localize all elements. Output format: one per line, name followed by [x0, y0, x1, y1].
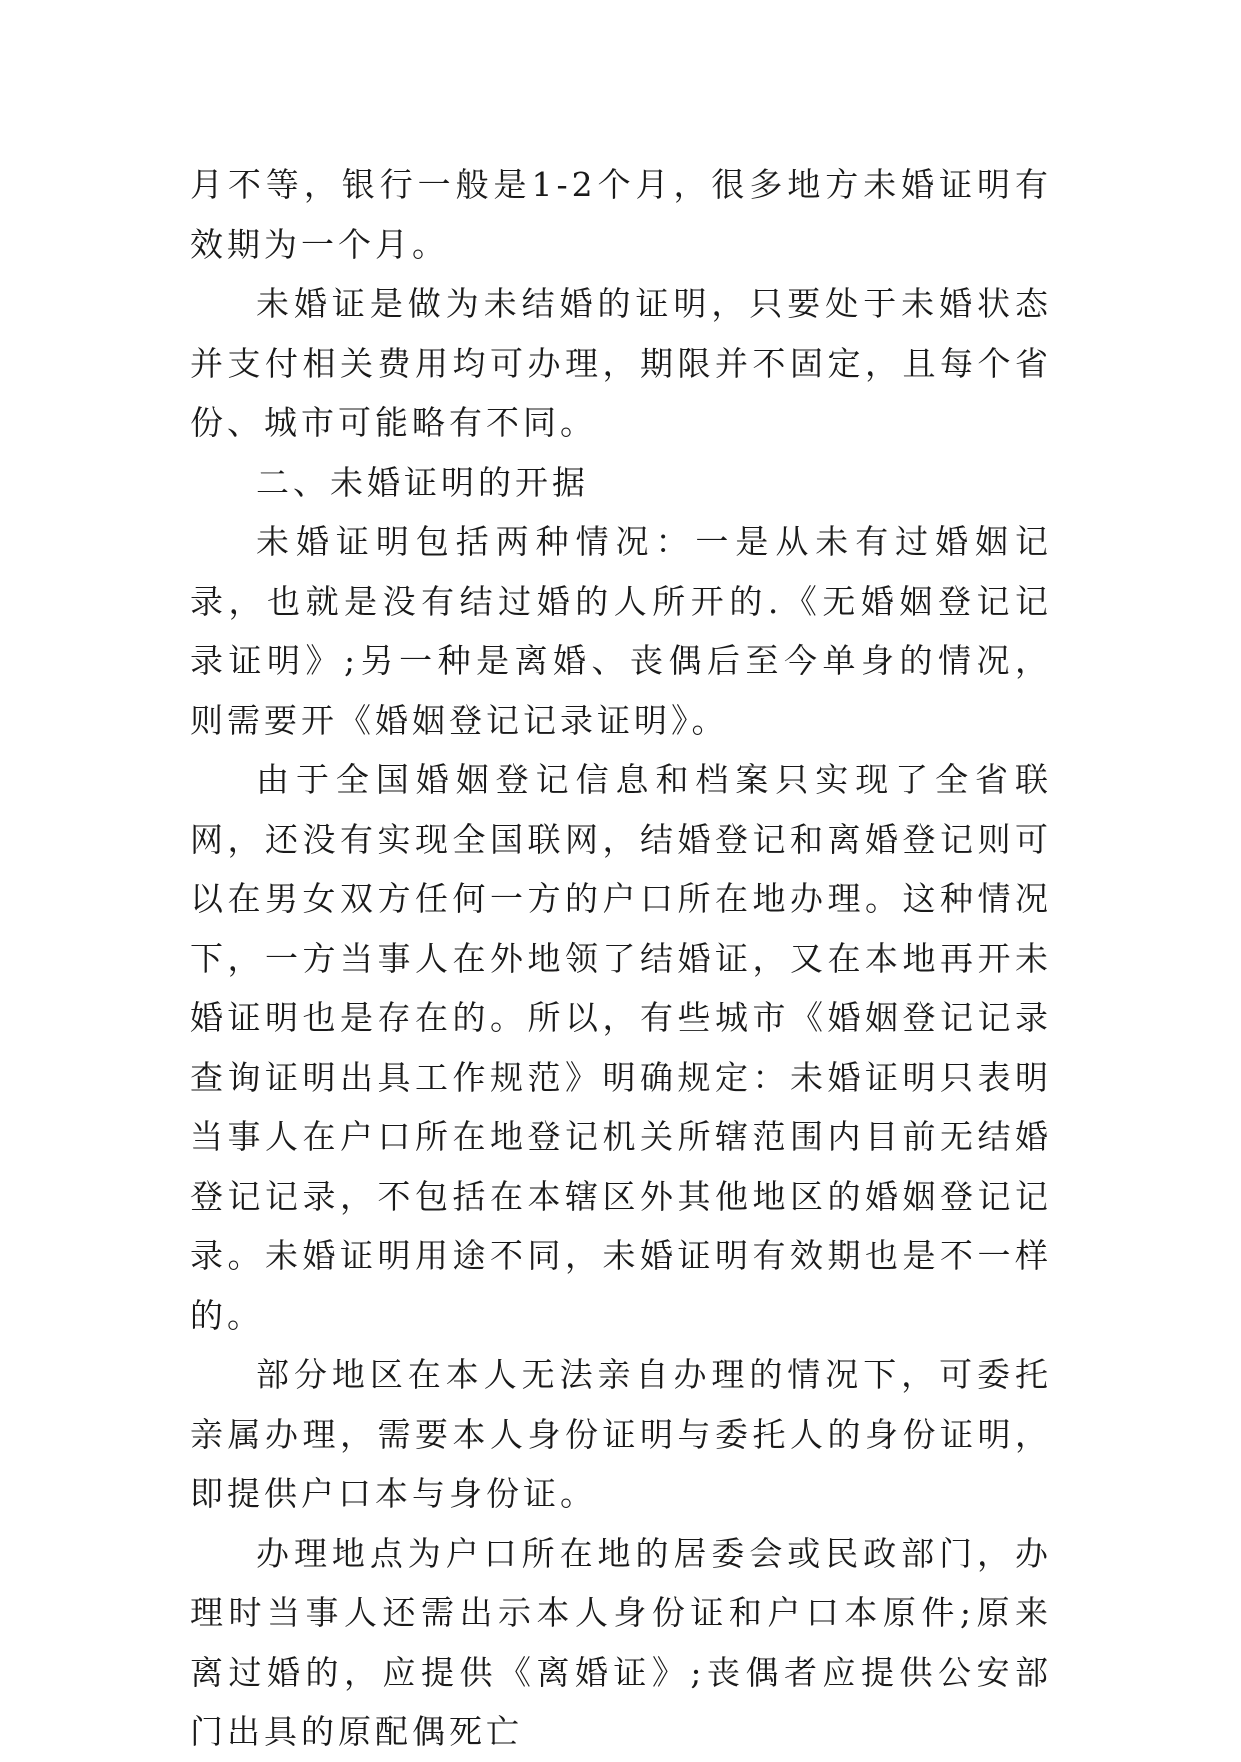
paragraph-validity-continuation: 月不等，银行一般是1-2个月，很多地方未婚证明有效期为一个月。: [190, 165, 1052, 264]
paragraph-registration-network: 由于全国婚姻登记信息和档案只实现了全省联网，还没有实现全国联网，结婚登记和离婚登记则可以在男女双方任何一方的户口所在地办理。这种情况下，一方当事人在外地领了结婚证，又在本地再开未婚证明也是存在的。所以，有些城市《婚姻登记记录查询证明出具工作规范》明确规定：未婚证明只表明当事人在户口所在地登记机关所辖范围内目前无结婚登记记录，不包括在本辖区外其他地区的婚姻登记记录。未婚证明用途不同，未婚证明有效期也是不一样的。: [190, 760, 1052, 1335]
paragraph-entrusted-relatives: 部分地区在本人无法亲自办理的情况下，可委托亲属办理，需要本人身份证明与委托人的身份证明，即提供户口本与身份证。: [190, 1355, 1052, 1513]
section-heading-issuance: 二、未婚证明的开据: [256, 462, 589, 502]
paragraph-unmarried-certificate-definition: 未婚证是做为未结婚的证明，只要处于未婚状态并支付相关费用均可办理，期限并不固定，且每个省份、城市可能略有不同。: [190, 284, 1052, 442]
paragraph-processing-location: 办理地点为户口所在地的居委会或民政部门，办理时当事人还需出示本人身份证和户口本原件;原来离过婚的，应提供《离婚证》;丧偶者应提供公安部门出具的原配偶死亡: [190, 1533, 1052, 1751]
paragraph-two-situations: 未婚证明包括两种情况：一是从未有过婚姻记录，也就是没有结过婚的人所开的.《无婚姻登记记录证明》;另一种是离婚、丧偶后至今单身的情况，则需要开《婚姻登记记录证明》。: [190, 522, 1052, 740]
document-body: [190, 155, 1052, 1762]
